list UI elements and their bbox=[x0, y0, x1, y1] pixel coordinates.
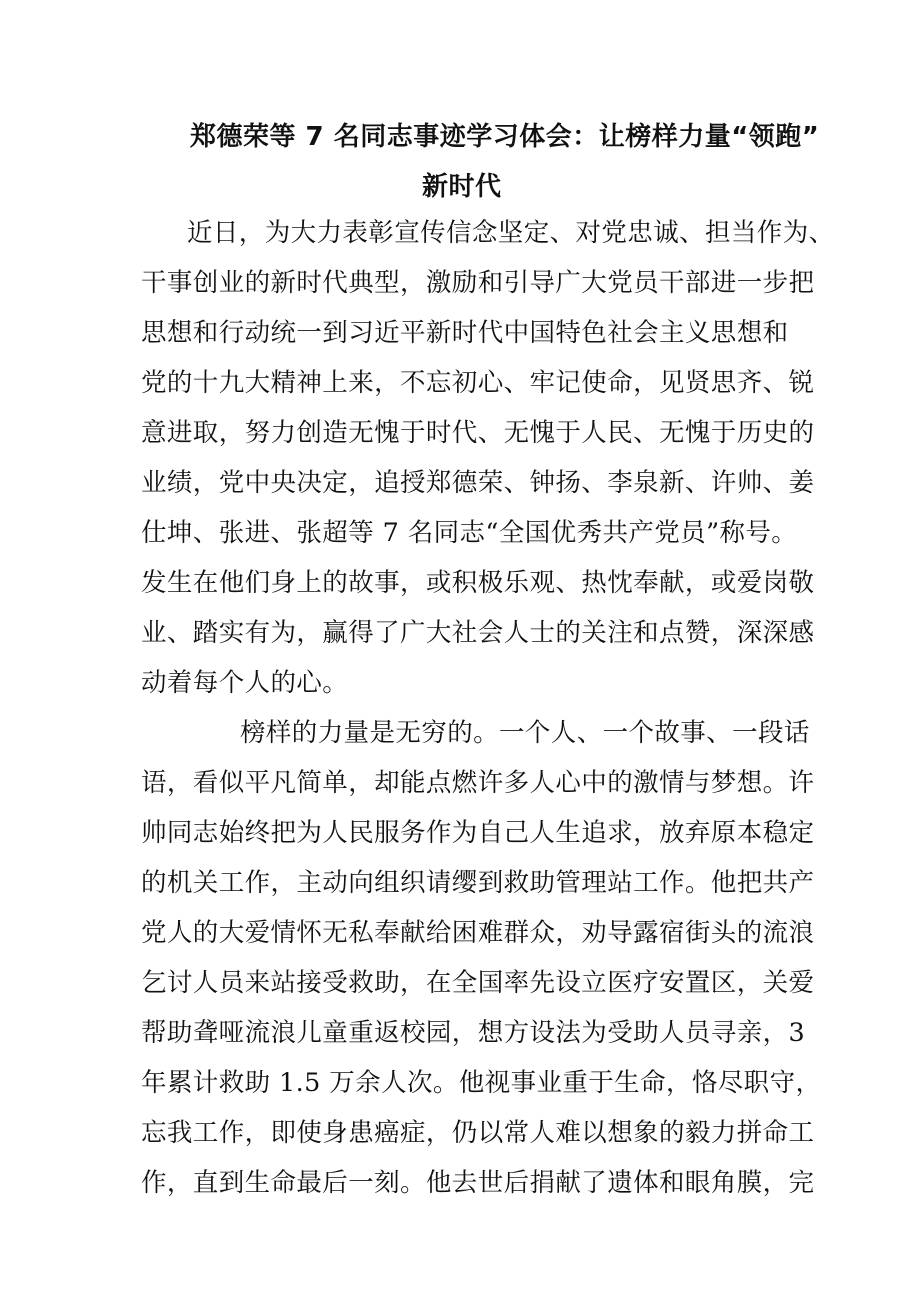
paragraph-2-line: 帅同志始终把为人民服务作为自己人生追求，放弃原本稳定 bbox=[141, 818, 815, 848]
paragraph-1-line: 发生在他们身上的故事，或积极乐观、热忱奉献，或爱岗敬 bbox=[141, 568, 815, 598]
paragraph-2-line: 的机关工作，主动向组织请缨到救助管理站工作。他把共产 bbox=[141, 868, 815, 898]
paragraph-2-line: 作，直到生命最后一刻。他去世后捐献了遗体和眼角膜，完 bbox=[141, 1168, 815, 1198]
paragraph-2-line: 忘我工作，即使身患癌症，仍以常人难以想象的毅力拼命工 bbox=[141, 1118, 815, 1148]
paragraph-2-line: 年累计救助 1.5 万余人次。他视事业重于生命，恪尽职守， bbox=[141, 1068, 822, 1098]
paragraph-2-line: 语，看似平凡简单，却能点燃许多人心中的激情与梦想。许 bbox=[141, 768, 815, 798]
paragraph-1-line: 干事创业的新时代典型，激励和引导广大党员干部进一步把 bbox=[141, 268, 815, 298]
document-title-line-1: 郑德荣等 7 名同志事迹学习体会：让榜样力量“领跑” bbox=[190, 122, 820, 152]
paragraph-2-line: 帮助聋哑流浪儿童重返校园，想方设法为受助人员寻亲，3 bbox=[141, 1018, 806, 1048]
paragraph-1-line: 思想和行动统一到习近平新时代中国特色社会主义思想和 bbox=[141, 318, 789, 348]
paragraph-1-line: 近日，为大力表彰宣传信念坚定、对党忠诚、担当作为、 bbox=[187, 218, 835, 248]
paragraph-2-line: 乞讨人员来站接受救助，在全国率先设立医疗安置区，关爱 bbox=[141, 968, 815, 998]
document-title-line-2: 新时代 bbox=[422, 172, 502, 202]
paragraph-1-line: 意进取，努力创造无愧于时代、无愧于人民、无愧于历史的 bbox=[141, 418, 815, 448]
paragraph-1-line: 动着每个人的心。 bbox=[141, 668, 349, 698]
paragraph-2-line: 榜样的力量是无穷的。一个人、一个故事、一段话 bbox=[240, 718, 810, 748]
paragraph-1-line: 仕坤、张进、张超等 7 名同志“全国优秀共产党员”称号。 bbox=[141, 518, 798, 548]
paragraph-1-line: 党的十九大精神上来，不忘初心、牢记使命，见贤思齐、锐 bbox=[141, 368, 815, 398]
paragraph-1-line: 业、踏实有为，赢得了广大社会人士的关注和点赞，深深感 bbox=[141, 618, 815, 648]
paragraph-1-line: 业绩，党中央决定，追授郑德荣、钟扬、李泉新、许帅、姜 bbox=[141, 468, 815, 498]
paragraph-2-line: 党人的大爱情怀无私奉献给困难群众，劝导露宿街头的流浪 bbox=[141, 918, 815, 948]
